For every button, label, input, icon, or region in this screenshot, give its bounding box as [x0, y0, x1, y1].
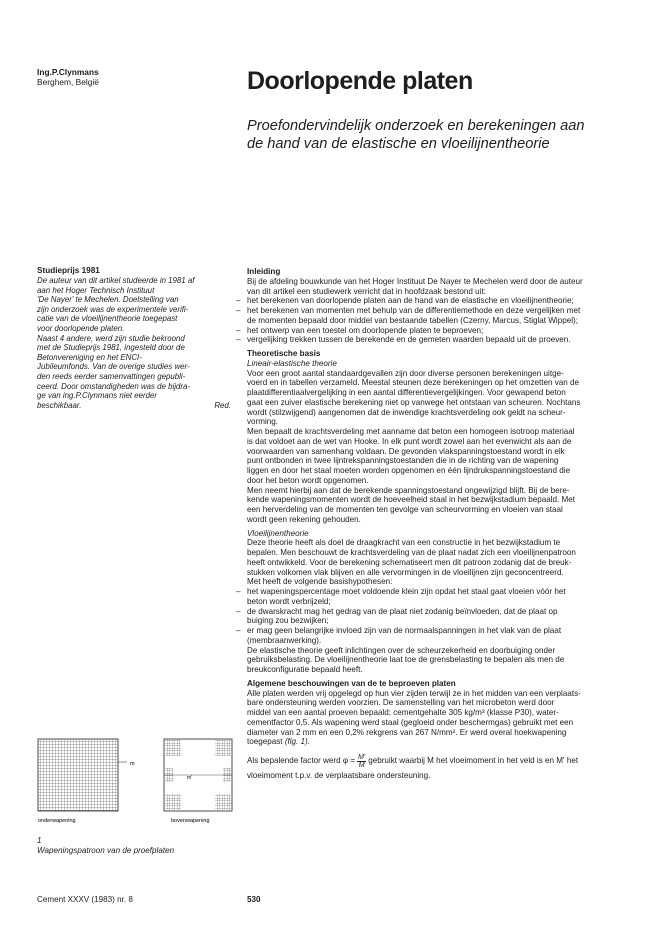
bullet-item: – vergelijking trekken tussen de berekende en de gemeten waarden bepaald uit de proeven. [247, 335, 634, 345]
figure-caption-text: Wapeningspatroon van de proefplaten [37, 846, 175, 855]
bullet-item: – het berekenen van momenten met behulp van de differentiemethode en deze vergelijken met [247, 306, 634, 316]
marker-m: m [130, 761, 135, 767]
body-line: vorming. [247, 417, 279, 427]
article-title: Doorlopende platen [247, 67, 473, 95]
body-line: cementfactor 0,5. Als wapening werd staal (gegloeid onder beschermgas) gebruikt met een [247, 717, 574, 727]
subtitle-line: de hand van de elastische en vloeilijnentheorie [247, 135, 550, 152]
body-line: voerd en in tabellen verzameld. Meestal steunen deze berekeningen op het omzetten van de [247, 378, 580, 388]
sidebar-line: 'De Nayer' te Mechelen. Doelstelling van [37, 295, 179, 305]
label-bottom-reinforcement: onderwapening [38, 818, 76, 824]
sidebar-line: Jubileumfonds. Van de overige studies wer- [37, 362, 190, 372]
body-line: Alle platen werden vrij opgelegd op hun vier zijden terwijl ze in het midden van een verplaats- [247, 688, 581, 698]
section-heading-theorie: Theoretische basis [247, 349, 321, 358]
author-place: Berghem, België [37, 77, 99, 87]
sidebar-line: aan het Hoger Technisch Instituut [37, 285, 155, 295]
sidebar-line: catie van de vloeilijnentheorie toegepast [37, 314, 178, 324]
body-line: plaatdifferentiaalvergelijking in een aantal differentievergelijkingen. Voor gewapend beton [247, 388, 566, 397]
body-line: een herverdeling van de momenten ten gevolge van scheurvorming en vloeien van staal [247, 505, 563, 514]
body-line: Bij de afdeling bouwkunde van het Hoger Instituut De Nayer te Mechelen werd door de auteur [247, 276, 583, 286]
sidebar-line: ge van ing.P.Clynmans niet eerder [37, 391, 158, 401]
body-line: Voor een groot aantal standaardgevallen zijn door diverse personen berekeningen uitge- [247, 368, 564, 378]
sidebar-line: voor doorlopende platen. [37, 323, 125, 333]
body-line: door het beton wordt opgenomen. [247, 475, 369, 485]
sidebar-line: beschikbaar. [37, 400, 82, 410]
bottom-reinforcement-plate [38, 739, 135, 811]
article-body [247, 267, 634, 781]
bullet-item: – het berekenen van doorlopende platen aan de hand van de elastische en vloeilijnentheorie; [247, 296, 634, 306]
body-line: bare ondersteuning werden voorzien. De samenstelling van het microbeton werd door [247, 698, 555, 708]
sidebar-signature: Red. [214, 400, 231, 410]
body-line: stukken volkomen vlak blijven en alle vervormingen in de vloeilijnen zijn geconcentreerd. [247, 567, 564, 577]
body-line: wordt geen rekening gehouden. [247, 514, 361, 524]
sidebar-line: De auteur van dit artikel studeerde in 1981 af [37, 276, 195, 285]
author-name: Ing.P.Clynmans [37, 67, 99, 77]
sidebar-text [37, 276, 233, 410]
equation-text: Als bepalende factor werd φ = [247, 756, 356, 766]
author-block [37, 67, 217, 87]
equation-text: gebruikt waarbij M het vloeimoment in het veld is en M' het [368, 756, 579, 766]
bullet-continuation: de momenten bepaald door middel van bestaande tabellen (Czerny, Marcus, Stiglat Wippel); [247, 315, 578, 325]
figure-1 [37, 738, 233, 833]
body-line: bepalen. Men beschouwt de krachtsverdeling van de plaat nadat zich een vloeilijnenpatroon [247, 548, 576, 557]
bullet-continuation: beton wordt verbrijzeld; [247, 596, 331, 606]
fraction-numerator: M' [358, 753, 366, 761]
equation-fraction [357, 754, 366, 769]
label-top-reinforcement: bovenwapening [171, 818, 210, 824]
bullet-item: – het wapeningspercentage moet voldoende klein zijn opdat het staal gaat vloeien vóór het [247, 587, 634, 597]
sidebar-line: den reeds eerder samenvattingen gepubli- [37, 371, 186, 381]
body-line: punt ontbonden in twee lijntrekspanningstoestanden die in de richting van de wapening [247, 456, 559, 466]
sidebar-line: Betonvereniging en het ENCI- [37, 352, 142, 362]
body-line: Men neemt hierbij aan dat de berekende spanningstoestand ongewijzigd blijft. Bij de bere- [247, 485, 570, 495]
body-line: Met heeft de volgende basishypothesen: [247, 577, 393, 587]
journal-footer: Cement XXXV (1983) nr. 8 [37, 895, 133, 904]
fraction-denominator: M [358, 761, 365, 769]
reinforcement-pattern-figure [37, 738, 233, 828]
body-line: breukconfiguratie bepaald heeft. [247, 665, 363, 674]
sidebar-line: met de Studieprijs 1981, ingesteld door de [37, 343, 185, 353]
section-heading-algemeen: Algemene beschouwingen van de te beproeven platen [247, 678, 456, 688]
body-line: heeft ontwikkeld. Voor de berekening schematiseert men dit patroon zodanig dat de breuk- [247, 557, 572, 567]
body-line: wordt (stilzwijgend) aangenomen dat de inwendige krachtsverdeling ook geldt na scheur- [247, 407, 566, 417]
body-line: gebruiksbelasting. De vloeilijnentheorie laat toe de grensbelasting te bepalen als men de [247, 655, 565, 665]
subtitle-line: Proefondervindelijk onderzoek en berekeningen aan [247, 118, 585, 134]
equation-line [247, 751, 634, 771]
page-number: 530 [247, 895, 261, 904]
body-line: Men bepaalt de krachtsverdeling met aanname dat beton een homogeen isotroop materiaal [247, 427, 575, 436]
sidebar-line: Naast 4 andere, werd zijn studie bekroond [37, 333, 185, 343]
body-line: middel van een aantal proeven bepaald; cementgehalte 305 kg/m³ (klasse P30), water- [247, 708, 559, 717]
subsection-heading: Vloeilijnentheorie [247, 528, 309, 538]
bullet-item: – de dwarskracht mag het gedrag van de plaat niet zodanig beïnvloeden, dat de plaat op [247, 607, 634, 617]
body-line: gaat een zuiver elastische berekening niet op vanwege het ontstaan van scheuren. Nochtans [247, 397, 581, 407]
body-line: kende wapeningsmomenten wordt de hoeveelheid staal in het bezwijkstadium bepaald. Met [247, 495, 575, 505]
sidebar-heading: Studieprijs 1981 [37, 266, 100, 275]
sidebar-line: ceerd. Door omstandigheden was de bijdra- [37, 381, 191, 391]
body-line: is dat voldoet aan de wet van Hooke. In elk punt wordt zowel aan het evenwicht als aan de [247, 436, 572, 446]
marker-m-prime: m' [187, 775, 193, 781]
sidebar-line: zijn onderzoek was de experimentele verifi- [37, 304, 189, 314]
body-line [247, 737, 634, 747]
bullet-item: – er mag geen belangrijke invloed zijn van de normaalspanningen in het vlak van de plaat [247, 626, 634, 636]
body-line: Deze theorie heeft als doel de draagkracht van een constructie in het bezwijkstadium te [247, 538, 561, 548]
figure-caption [37, 836, 237, 856]
bullet-continuation: buiging zou bezwijken; [247, 616, 329, 626]
figure-number: 1 [37, 836, 42, 845]
body-line: van dit artikel een studiewerk verricht dat in hoofdzaak bestond uit: [247, 286, 486, 296]
bullet-continuation: (membraanwerking). [247, 635, 322, 645]
body-line: vloeimoment t.p.v. de verplaatsbare ondersteuning. [247, 771, 431, 780]
sidebar-note [37, 266, 233, 410]
bullet-item: – het ontwerp van een toestel om doorlopende platen te beproeven; [247, 326, 634, 336]
section-heading-inleiding: Inleiding [247, 267, 281, 276]
figure-reference: (fig. 1). [284, 737, 310, 747]
body-line: diameter van 2 mm en een 0,2% rekgrens van 267 N/mm². Er werd overal hoekwapening [247, 727, 567, 737]
body-text: toegepast [247, 737, 283, 747]
top-reinforcement-plate [164, 739, 232, 811]
body-line: De elastische theorie geeft inlichtingen over de scheurzekerheid en doorbuiging onder [247, 645, 556, 655]
subsection-heading: Lineair-elastische theorie [247, 358, 337, 368]
body-line: liggen en door het staal moeten worden opgenomen en één lijndrukspanningstoestand die [247, 466, 571, 475]
article-subtitle [247, 118, 647, 153]
sidebar-last-line [37, 401, 233, 411]
body-line: voorwaarden van samenhang voldaan. De gevonden vlakspanningstoestand wordt in elk [247, 446, 565, 456]
